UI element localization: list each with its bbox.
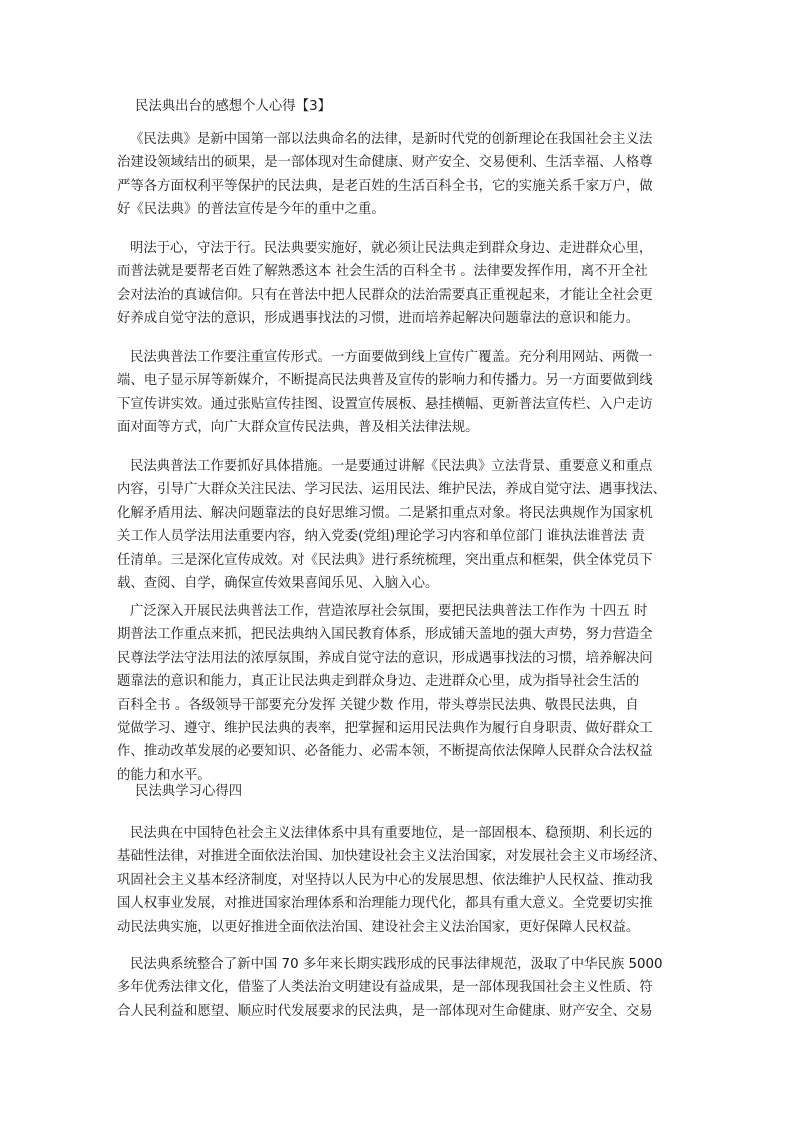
paragraph-line: 明法于心，守法于行。民法典要实施好，就必须让民法典走到群众身边、走进群众心里， (130, 241, 653, 256)
paragraph-line: 民法典普法工作要注重宣传形式。一方面要做到线上宣传广覆盖。充分利用网站、两微一 (130, 350, 653, 365)
paragraph-line: 面对面等方式，向广大群众宣传民法典，普及相关法律法规。 (117, 420, 479, 436)
paragraph-2 (117, 237, 677, 331)
paragraph-line: 广泛深入开展民法典普法工作，营造浓厚社会氛围，要把民法典普法工作作为 十四五 时 (130, 604, 648, 619)
paragraph-5 (117, 600, 677, 787)
paragraph-line: 民法典在中国特色社会主义法律体系中具有重要地位，是一部固根本、稳预期、利长远的 (130, 826, 653, 841)
paragraph-line: 期普法工作重点来抓，把民法典纳入国民教育体系，形成铺天盖地的强大声势，努力营造全 (117, 627, 653, 643)
paragraph-line: 《民法典》是新中国第一部以法典命名的法律，是新时代党的创新理论在我国社会主义法 (130, 132, 653, 147)
paragraph-line: 而普法就是要帮老百姓了解熟悉这本 社会生活的百科全书 。法律要发挥作用，离不开全社 (117, 264, 648, 280)
paragraph-line: 严等各方面权利平等保护的民法典，是老百姓的生活百科全书，它的实施关系千家万户，做 (117, 178, 653, 194)
paragraph-line: 多年优秀法律文化，借鉴了人类法治文明建设有益成果，是一部体现我国社会主义性质、符 (117, 980, 653, 996)
paragraph-line: 下宣传讲实效。通过张贴宣传挂图、设置宣传展板、悬挂横幅、更新普法宣传栏、入户走访 (117, 396, 653, 412)
paragraph-line: 民尊法学法守法用法的浓厚氛围，养成自觉守法的意识，形成遇事找法的习惯，培养解决问 (117, 650, 653, 666)
paragraph-1 (117, 128, 677, 222)
paragraph-line: 民法典普法工作要抓好具体措施。一是要通过讲解《民法典》立法背景、重要意义和重点 (130, 459, 653, 474)
paragraph-line: 题靠法的意识和能力，真正让民法典走到群众身边、走进群众心里，成为指导社会生活的 (117, 674, 640, 690)
paragraph-line: 的能力和水平。 (117, 767, 211, 783)
paragraph-7 (117, 953, 677, 1023)
paragraph-4 (117, 455, 677, 595)
paragraph-line: 动民法典实施，以更好推进全面依法治国、建设社会主义法治国家，更好保障人民权益。 (117, 919, 640, 935)
section-subtitle: 民法典学习心得四 (135, 784, 243, 799)
paragraph-line: 基础性法律，对推进全面依法治国、加快建设社会主义法治国家，对发展社会主义市场经济、 (117, 849, 667, 865)
paragraph-line: 内容，引导广大群众关注民法、学习民法、运用民法、维护民法，养成自觉守法、遇事找法、 (117, 482, 667, 498)
paragraph-line: 国人权事业发展，对推进国家治理体系和治理能力现代化，都具有重大意义。全党要切实推 (117, 896, 653, 912)
paragraph-line: 民法典系统整合了新中国 70 多年来长期实践形成的民事法律规范，汲取了中华民族 5000 (130, 957, 663, 972)
paragraph-line: 觉做学习、遵守、维护民法典的表率，把掌握和运用民法典作为履行自身职责、做好群众工 (117, 721, 653, 737)
paragraph-line: 关工作人员学法用法重要内容，纳入党委(党组)理论学习内容和单位部门 谁执法谁普法 责 (117, 529, 645, 545)
paragraph-line: 端、电子显示屏等新媒介，不断提高民法典普及宣传的影响力和传播力。另一方面要做到线 (117, 373, 653, 389)
paragraph-line: 作、推动改革发展的必要知识、必备能力、必需本领，不断提高依法保障人民群众合法权益 (117, 744, 653, 760)
paragraph-line: 任清单。三是深化宣传成效。对《民法典》进行系统梳理，突出重点和框架，供全体党员下 (117, 552, 653, 568)
paragraph-line: 合人民利益和愿望、顺应时代发展要求的民法典，是一部体现对生命健康、财产安全、交易 (117, 1003, 653, 1019)
paragraph-line: 会对法治的真诚信仰。只有在普法中把人民群众的法治需要真正重视起来，才能让全社会更 (117, 287, 653, 303)
paragraph-line: 巩固社会主义基本经济制度，对坚持以人民为中心的发展思想、依法维护人民权益、推动我 (117, 872, 653, 888)
paragraph-line: 载、查阅、自学，确保宣传效果喜闻乐见、入脑入心。 (117, 576, 439, 592)
paragraph-line: 好养成自觉守法的意识，形成遇事找法的习惯，进而培养起解决问题靠法的意识和能力。 (117, 311, 640, 327)
paragraph-line: 治建设领域结出的硕果，是一部体现对生命健康、财产安全、交易便利、生活幸福、人格尊 (117, 155, 653, 171)
paragraph-line: 百科全书 。各级领导干部要充分发挥 关键少数 作用，带头尊崇民法典、敬畏民法典，自 (117, 697, 639, 713)
paragraph-3 (117, 346, 677, 440)
paragraph-6 (117, 822, 677, 939)
paragraph-line: 化解矛盾用法、解决问题靠法的良好思维习惯。二是紧扣重点对象。将民法典规作为国家机 (117, 505, 653, 521)
document-title: 民法典出台的感想个人心得【3】 (135, 99, 331, 114)
paragraph-line: 好《民法典》的普法宣传是今年的重中之重。 (117, 202, 385, 218)
